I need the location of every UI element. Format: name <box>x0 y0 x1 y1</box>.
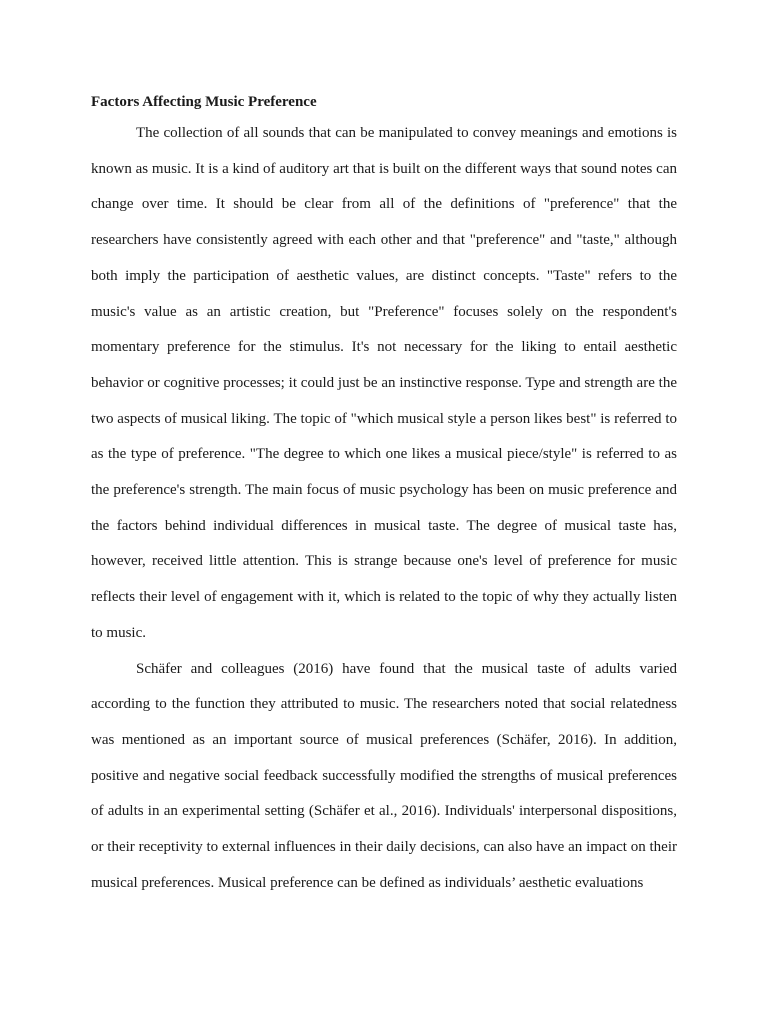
document-body <box>91 88 677 901</box>
paragraph-1: The collection of all sounds that can be manipulated to convey meanings and emotions is known as music. It is a kind of auditory art that is built on the different ways that sound notes can change over time. It should be clear from all of the definitions of "preference" that the researchers have consistently agreed with each other and that "preference" and "taste," although both imply the participation of aesthetic values, are distinct concepts. "Taste" refers to the music's value as an artistic creation, but "Preference" focuses solely on the respondent's momentary preference for the stimulus. It's not necessary for the liking to entail aesthetic behavior or cognitive processes; it could just be an instinctive response. Type and strength are the two aspects of musical liking. The topic of "which musical style a person likes best" is referred to as the type of preference. "The degree to which one likes a musical piece/style" is referred to as the preference's strength. The main focus of music psychology has been on music preference and the factors behind individual differences in musical taste. The degree of musical taste has, however, received little attention. This is strange because one's level of preference for music reflects their level of engagement with it, which is related to the topic of why they actually listen to music. <box>91 125 677 641</box>
paragraph-2: Schäfer and colleagues (2016) have found that the musical taste of adults varied according to the function they attributed to music. The researchers noted that social relatedness was mentioned as an important source of musical preferences (Schäfer, 2016). In addition, positive and negative social feedback successfully modified the strengths of musical preferences of adults in an experimental setting (Schäfer et al., 2016). Individuals' interpersonal dispositions, or their receptivity to external influences in their daily decisions, can also have an impact on their musical preferences. Musical preference can be defined as individuals’ aesthetic evaluations <box>91 660 677 891</box>
section-heading: Factors Affecting Music Preference <box>91 94 317 110</box>
